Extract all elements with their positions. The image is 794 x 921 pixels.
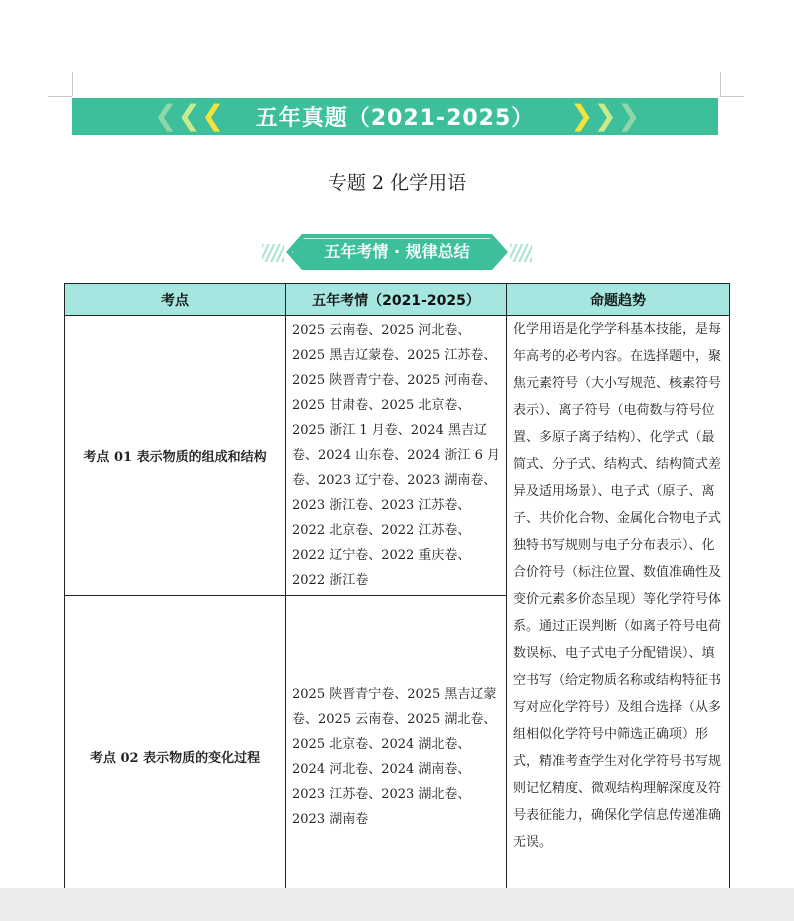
left-chevrons-icon: ❮ ❮ ❮ [154,99,225,132]
crop-mark [48,96,72,97]
stripe-decoration-icon [510,244,532,262]
section-badge [262,230,532,276]
header-papers: 五年考情（2021-2025） [286,284,507,316]
bottom-scroll-area [0,888,794,921]
stripe-decoration-icon [262,244,284,262]
crop-mark [72,72,73,96]
header-trend: 命题趋势 [507,284,730,316]
title-banner [72,98,718,135]
right-chevrons-icon: ❯ ❯ ❯ [570,99,641,132]
trend-cell: 化学用语是化学学科基本技能，是每年高考的必考内容。在选择题中，聚焦元素符号（大小写规范、核素符号表示）、离子符号（电荷数与符号位置、多原子离子结构）、化学式（最简式、分子式、结构式、结构简式差异及适用场景）、电子式（原子、离子、共价化合物、金属化合物电子式独特书写规则与电子分布表示）、化合价符号（标注位置、数值准确性及变价元素多价态呈现）等化学符号体系。通过正误判断（如离子符号电荷数误标、电子式电子分配错误）、填空书写（给定物质名称或结构特征书写对应化学符号）及组合选择（从多组相似化学符号中筛选正确项）形式，精准考查学生对化学符号书写规则记忆精度、微观结构理解深度及符号表征能力，确保化学信息传递准确无误。 [507,316,730,918]
table-header-row [65,284,730,316]
topic-cell: 考点 02 表示物质的变化过程 [65,596,286,918]
crop-mark [720,72,721,96]
crop-mark [720,96,744,97]
header-topic: 考点 [65,284,286,316]
table-row [65,316,730,596]
papers-cell: 2025 云南卷、2025 河北卷、2025 黑吉辽蒙卷、2025 江苏卷、2025 陕晋青宁卷、2025 河南卷、2025 甘肃卷、2025 北京卷、2025 浙江 1 月卷、2024 黑吉辽卷、2024 山东卷、2024 浙江 6 月卷、2023 辽宁卷、2023 湖南卷、2023 浙江卷、2023 江苏卷、2022 北京卷、2022 江苏卷、2022 辽宁卷、2022 重庆卷、2022 浙江卷 [286,316,507,596]
exam-summary-table [64,283,730,918]
topic-cell: 考点 01 表示物质的组成和结构 [65,316,286,596]
banner-title: 五年真题（2021-2025） [255,106,535,131]
document-title: 专题 2 化学用语 [327,172,467,194]
papers-cell: 2025 陕晋青宁卷、2025 黑吉辽蒙卷、2025 云南卷、2025 湖北卷、2025 北京卷、2024 湖北卷、2024 河北卷、2024 湖南卷、2023 江苏卷、2023 湖北卷、2023 湖南卷 [286,596,507,918]
section-label: 五年考情 · 规律总结 [324,242,470,261]
